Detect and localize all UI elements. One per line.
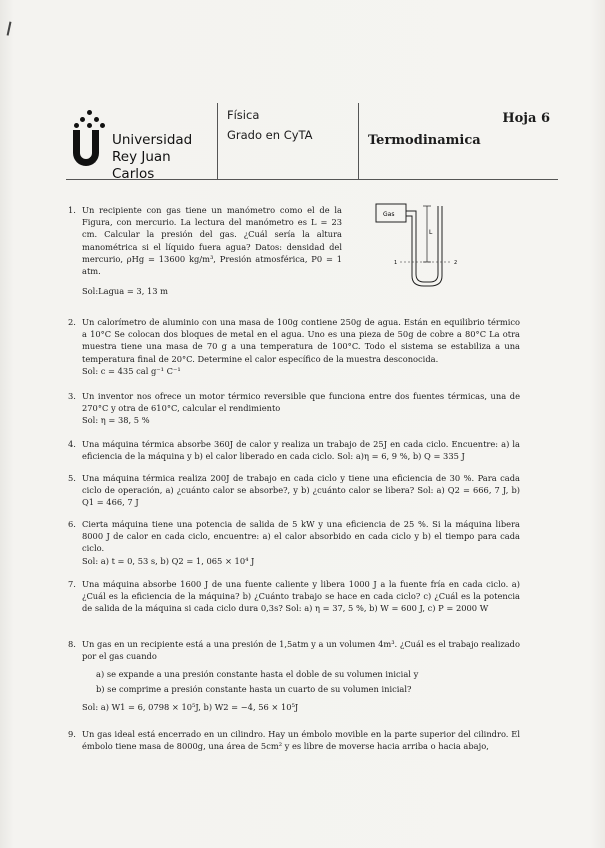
gas-label: Gas — [383, 211, 395, 218]
problem-text: Un gas ideal está encerrado en un cilindro. Hay un émbolo movible en la parte superior del cilindro. El émbolo tiene masa de 8000g, una área de 5cm² y es libre de moverse hacia arriba o hacia abajo, — [82, 729, 520, 752]
problem-number: 7. — [68, 579, 76, 589]
university-line1: Universidad — [112, 132, 193, 148]
topic-title: Termodinamica — [368, 133, 481, 148]
problem — [68, 518, 520, 567]
problem-number: 1. — [68, 205, 76, 215]
height-label: L — [429, 229, 433, 236]
problem — [68, 316, 520, 377]
problem-solution: Sol: a) W1 = 6, 0798 × 10⁵J, b) W2 = −4, 56 × 10⁵J — [82, 701, 299, 712]
problem-number: 4. — [68, 439, 76, 449]
problem-solution: Sol: c = 435 cal g⁻¹ C⁻¹ — [82, 365, 181, 376]
problem — [68, 578, 520, 615]
problem-text: Una máquina absorbe 1600 J de una fuente caliente y libera 1000 J a la fuente fría en cada ciclo. a) ¿Cuál es la eficiencia de la máquina? b) ¿Cuánto trabajo se hace en cada ciclo? c) ¿Cuál es la potencia de salida de la máquina si cada ciclo dura 0,3s? Sol: a) η = 37, 5 %, b) W = 600 J, c) P = 2000 W — [82, 579, 520, 614]
point2-label: 2 — [454, 260, 458, 266]
problem — [68, 204, 520, 297]
problem-text: Una máquina térmica realiza 200J de trabajo en cada ciclo y tiene una eficiencia de 30 %. Para cada ciclo de operación, a) ¿cuánto calor se absorbe?, y b) ¿cuánto calor se libera? Sol: a) Q2 = 666, 7 J, b) Q1 = 466, 7 J — [82, 473, 520, 508]
university-logo — [66, 110, 216, 182]
sheet-number: Hoja 6 — [502, 111, 550, 126]
problem-number: 9. — [68, 729, 76, 739]
problem-text: Un inventor nos ofrece un motor térmico reversible que funciona entre dos fuentes térmicas, una de 270°C y otra de 610°C, calcular el rendimiento — [82, 391, 520, 414]
problem — [68, 728, 520, 752]
problem-number: 8. — [68, 639, 76, 649]
problem-subitem: b) se comprime a presión constante hasta un cuarto de su volumen inicial? — [96, 683, 412, 694]
pen-mark — [7, 22, 16, 37]
problem — [68, 390, 520, 427]
problem-solution: Sol:Lagua = 3, 13 m — [82, 286, 169, 297]
problem-text: Un recipiente con gas tiene un manómetro como el de la Figura, con mercurio. La lectura del manómetro es L = 23 cm. Calcular la presión del gas. ¿Cuál sería la altura manométrica si el líquido fuera agua? Datos: densidad del mercurio, ρHg = 13600 kg/m³, Presión atmosférica, P0 = 1 atm. — [82, 205, 342, 277]
problem-solution: Sol: η = 38, 5 % — [82, 415, 150, 426]
problem-text: Un gas en un recipiente está a una presión de 1,5atm y a un volumen 4m³. ¿Cuál es el trabajo realizado por el gas cuando — [82, 639, 520, 662]
header-divider — [358, 103, 359, 179]
sheet-header — [66, 103, 558, 180]
logo-u-icon — [73, 130, 99, 166]
problem-number: 2. — [68, 317, 76, 327]
problem-text: Cierta máquina tiene una potencia de salida de 5 kW y una eficiencia de 25 %. Si la máquina libera 8000 J de calor en cada ciclo, encuentre: a) el calor absorbido en cada ciclo y b) el tiempo para cada ciclo. — [82, 519, 520, 554]
problem-text: Una máquina térmica absorbe 360J de calor y realiza un trabajo de 25J en cada ciclo. Encuentre: a) la eficiencia de la máquina y b) el calor liberado en cada ciclo. Sol: a)η = 6, 9 %, b) Q = 335 J — [82, 439, 520, 462]
problem — [68, 638, 520, 713]
problem-text: Un calorímetro de aluminio con una masa de 100g contiene 250g de agua. Están en equilibrio térmico a 10°C Se colocan dos bloques de metal en el agua. Uno es una pieza de 50g de cobre a 80°C La otra muestra tiene una masa de 70 g a una temperatura de 100°C. Todo el sistema se estabiliza a una temperatura final de 20°C. Determine el calor específico de la muestra desconocida. — [82, 317, 520, 364]
university-line2: Rey Juan Carlos — [112, 149, 171, 182]
university-name — [112, 132, 216, 183]
point1-label: 1 — [394, 260, 398, 266]
degree: Grado en CyTA — [227, 128, 313, 142]
header-divider — [217, 103, 218, 179]
problem-number: 3. — [68, 391, 76, 401]
problem-number: 6. — [68, 519, 76, 529]
problem-subitem: a) se expande a una presión constante hasta el doble de su volumen inicial y — [96, 669, 419, 680]
problem-solution: Sol: a) t = 0, 53 s, b) Q2 = 1, 065 × 10⁴ J — [82, 555, 255, 566]
subject: Física — [227, 108, 260, 122]
problem — [68, 472, 520, 509]
problem-number: 5. — [68, 473, 76, 483]
problem — [68, 438, 520, 462]
course-info — [227, 105, 313, 145]
